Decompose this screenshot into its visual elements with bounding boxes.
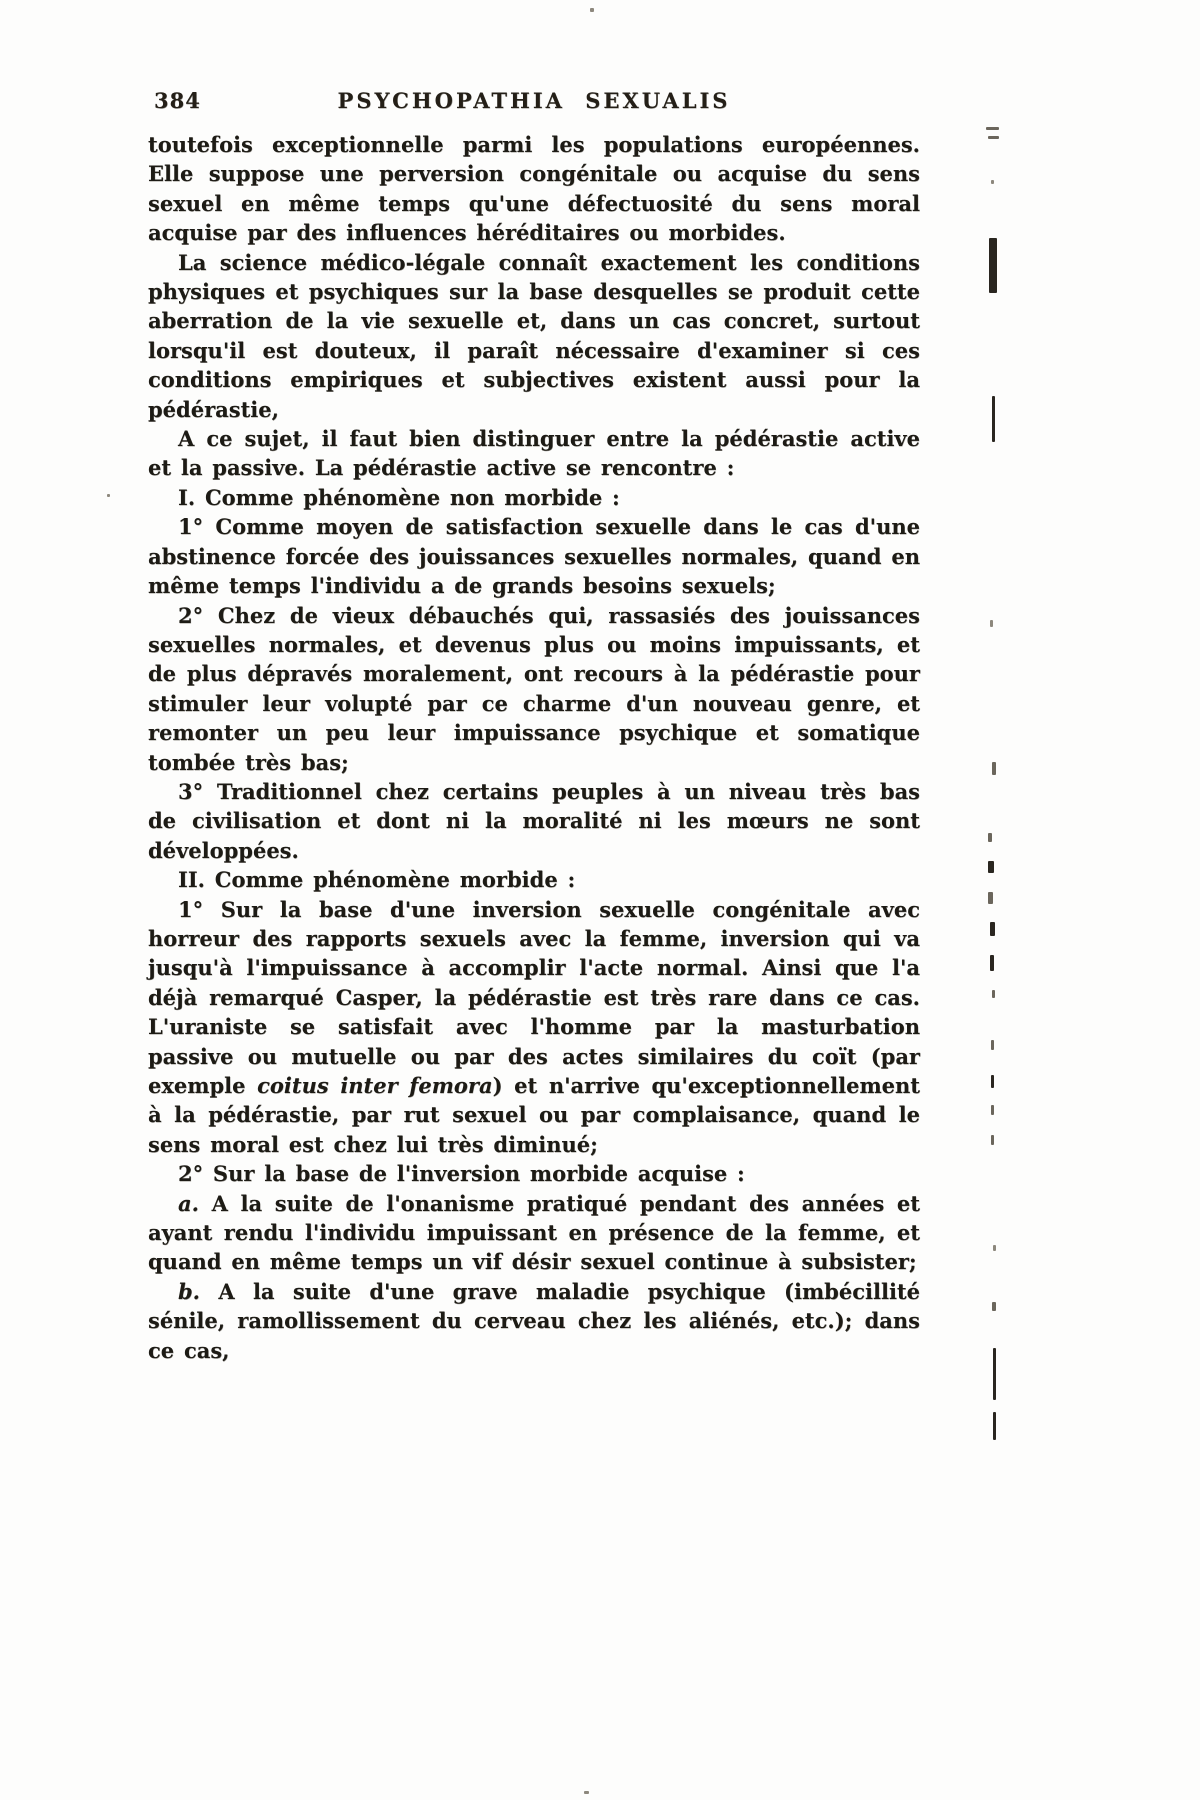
paragraph [148, 895, 920, 1160]
scan-artifact [107, 494, 110, 497]
text-segment: A la suite d'une grave maladie psychique (imbécillité sénile, ramollissement du cerveau chez les aliénés, etc.); dans ce cas, [148, 1278, 920, 1363]
page-body [148, 130, 920, 1365]
paragraph [148, 601, 920, 777]
paragraph [148, 512, 920, 600]
scan-artifact [988, 136, 999, 139]
paragraph [148, 130, 920, 248]
paragraph [148, 865, 920, 894]
italic-text: a. [178, 1190, 199, 1216]
paragraph [148, 1277, 920, 1365]
scan-artifact [584, 1791, 589, 1794]
text-segment: toutefois exceptionnelle parmi les populations européennes. Elle suppose une perversion congénitale ou acquise du sens sexuel en même temps qu'une défectuosité du sens moral acquise par des influences héréditaires ou morbides. [148, 132, 920, 246]
scan-artifact [990, 620, 993, 627]
italic-text: coitus inter femora [257, 1073, 493, 1098]
scan-artifact [991, 1040, 994, 1050]
text-segment: A la suite de l'onanisme pratiqué pendant des années et ayant rendu l'individu impuissant en présence de la femme, et quand en même temps un vif désir sexuel continue à subsister; [148, 1190, 920, 1275]
paragraph [148, 483, 920, 512]
text-segment: 1° Comme moyen de satisfaction sexuelle dans le cas d'une abstinence forcée des jouissances sexuelles normales, quand en même temps l'individu a de grands besoins sexuels; [148, 514, 920, 599]
scan-artifact [991, 1105, 994, 1115]
page-header [148, 88, 920, 113]
italic-text: b. [178, 1278, 200, 1304]
text-segment: II. Comme phénomène morbide : [178, 867, 576, 893]
text-segment: I. Comme phénomène non morbide : [178, 484, 620, 510]
scan-artifact [991, 180, 994, 184]
text-segment: ) et n'arrive qu'exceptionnellement à la pédérastie, par rut sexuel ou par complaisance, quand le sens moral est chez lui très diminué; [148, 1073, 920, 1157]
scan-artifact [991, 1135, 994, 1145]
scan-artifact [988, 892, 993, 904]
scan-artifact [988, 833, 992, 842]
scan-artifact [590, 8, 594, 12]
running-title: PSYCHOPATHIA SEXUALIS [337, 88, 731, 113]
paragraph [148, 424, 920, 483]
scan-artifact [991, 1075, 994, 1088]
text-segment: La science médico-légale connaît exactement les conditions physiques et psychiques sur la base desquelles se produit cette aberration de la vie sexuelle et, dans un cas concret, surtout lorsqu'il est douteux, il paraît nécessaire d'examiner si ces conditions empiriques et subjectives existent aussi pour la pédérastie, [148, 249, 920, 422]
scan-artifact [992, 396, 995, 442]
scan-artifact [988, 861, 994, 873]
text-segment: 3° Traditionnel chez certains peuples à un niveau très bas de civilisation et dont ni la moralité ni les mœurs ne sont développées. [148, 778, 920, 863]
scan-artifact [989, 238, 997, 293]
page-number: 384 [154, 88, 201, 113]
text-segment: 1° Sur la base d'une inversion sexuelle congénitale avec horreur des rapports sexuels avec la femme, inversion qui va jusqu'à l'impuissance à accomplir l'acte normal. Ainsi que l'a déjà remarqué Casper, la pédérastie est très rare dans ce cas. L'uraniste se satisfait avec l'homme par la masturbation passive ou mutuelle ou par des actes similaires du coït (par exemple [148, 896, 920, 1098]
scan-artifact [993, 1348, 996, 1400]
scan-artifact [992, 990, 995, 998]
scan-artifact [990, 955, 994, 971]
paragraph [148, 1189, 920, 1277]
paragraph [148, 248, 920, 424]
scan-artifact [992, 762, 996, 775]
scan-artifact [993, 1412, 996, 1440]
scan-artifact [986, 127, 999, 130]
paragraph [148, 1159, 920, 1188]
scan-artifact [993, 1245, 996, 1251]
scan-artifact [990, 922, 995, 936]
text-segment: 2° Chez de vieux débauchés qui, rassasiés des jouissances sexuelles normales, et devenus plus ou moins impuissants, et de plus dépravés moralement, ont recours à la pédérastie pour stimuler leur volupté par ce charme d'un nouveau genre, et remonter un peu leur impuissance psychique et somatique tombée très bas; [148, 602, 920, 775]
paragraph [148, 777, 920, 865]
text-segment: 2° Sur la base de l'inversion morbide acquise : [178, 1161, 745, 1187]
text-segment: A ce sujet, il faut bien distinguer entre la pédérastie active et la passive. La pédérastie active se rencontre : [148, 426, 920, 481]
scan-artifact [992, 1302, 996, 1311]
